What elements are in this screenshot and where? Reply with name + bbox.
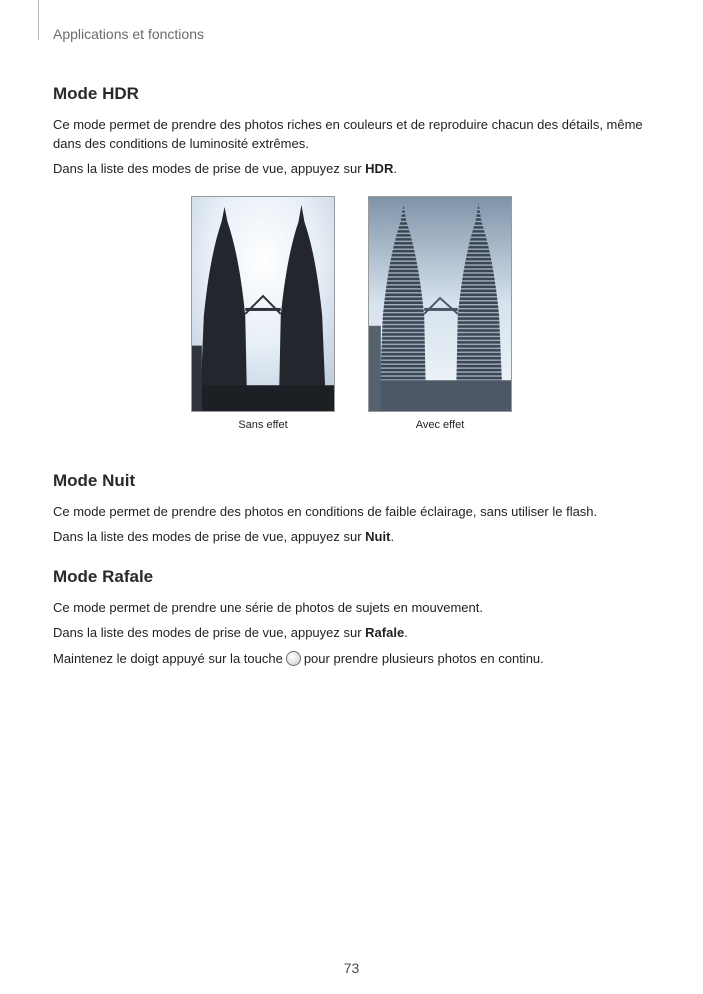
night-keyword: Nuit	[365, 529, 391, 544]
burst-keyword: Rafale	[365, 625, 405, 640]
header-divider	[38, 0, 39, 40]
caption-with-effect: Avec effet	[415, 419, 465, 431]
photo-with-effect	[368, 196, 512, 412]
hdr-mode-title: Mode HDR	[53, 84, 139, 103]
night-mode-description: Ce mode permet de prendre des photos en conditions de faible éclairage, sans utiliser le flash.	[53, 504, 598, 519]
page-number: 73	[343, 960, 360, 976]
burst-mode-description: Ce mode permet de prendre une série de photos de sujets en mouvement.	[53, 600, 483, 615]
photo-without-effect	[191, 196, 335, 412]
burst-mode-instruction: Dans la liste des modes de prise de vue, appuyez sur Rafale.	[53, 625, 408, 640]
burst-mode-title: Mode Rafale	[53, 567, 154, 586]
hdr-mode-description: Ce mode permet de prendre des photos riches en couleurs et de reproduire chacun des détails, même dans des conditions de luminosité extrêmes.	[53, 117, 643, 151]
night-mode-title: Mode Nuit	[53, 471, 136, 490]
camera-shutter-icon	[286, 651, 301, 666]
hdr-mode-instruction: Dans la liste des modes de prise de vue, appuyez sur HDR.	[53, 161, 397, 176]
burst-mode-hold-instruction: Maintenez le doigt appuyé sur la touche pour prendre plusieurs photos en continu.	[53, 651, 544, 666]
hdr-keyword: HDR	[365, 161, 394, 176]
caption-without-effect: Sans effet	[238, 419, 288, 431]
section-header: Applications et fonctions	[53, 26, 204, 42]
night-mode-instruction: Dans la liste des modes de prise de vue, appuyez sur Nuit.	[53, 529, 395, 544]
